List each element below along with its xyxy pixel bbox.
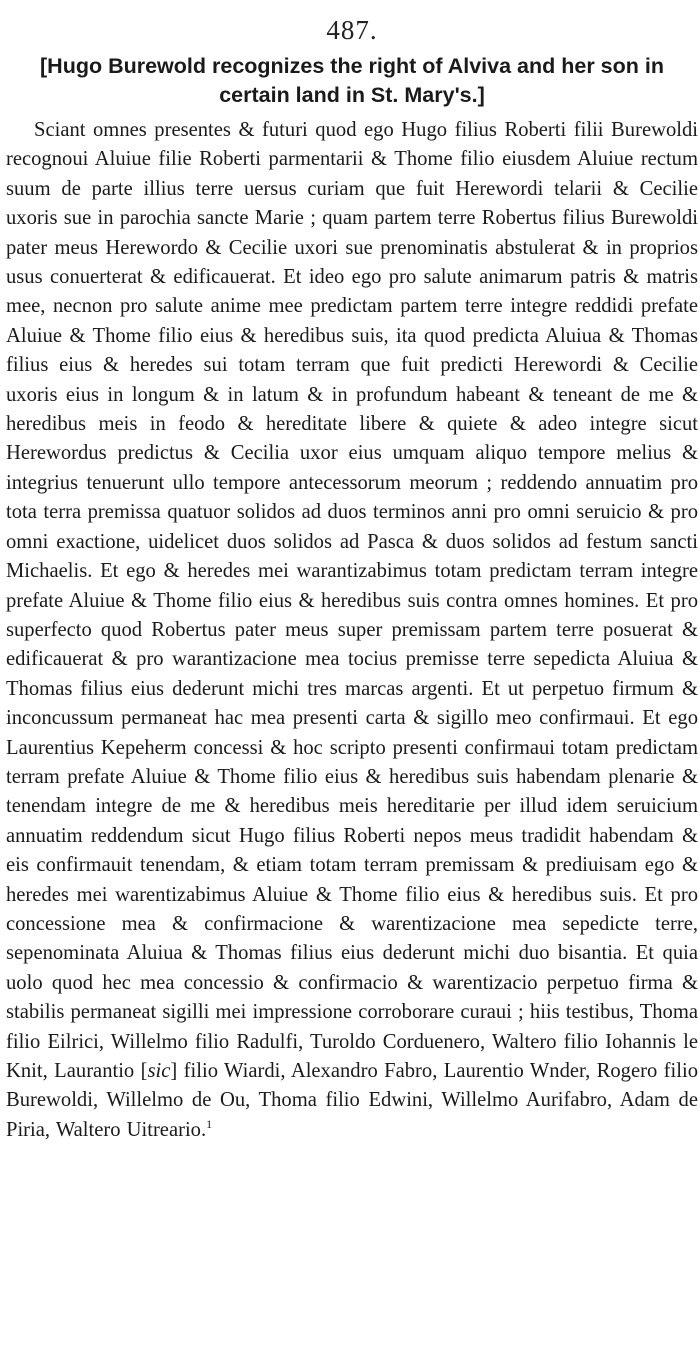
charter-text-part1: Sciant omnes presentes & futuri quod ego Hugo filius Roberti filii Burewoldi recognoui Aluiue filie Roberti parmentarii & Thome filio eiusdem Aluiue rectum suum de parte illius terre uersus curiam que fuit Herewordi telarii & Cecilie uxoris sue in parochia sancte Marie ; quam partem terre Robertus filius Burewoldi pater meus Herewordo & Cecilie uxori sue prenominatis abstulerat & in proprios usus conuerterat & edificauerat. Et ideo ego pro salute animarum patris & matris mee, necnon pro salute anime mee predictam partem terre integre reddidi prefate Aluiue & Thome filio eius & heredibus suis, ita quod predicta Aluiua & Thomas filius eius & heredes sui totam terram que fuit predicti Herewordi & Cecilie uxoris eius in longum & in latum & in profundum habeant & teneant de me & heredibus meis in feodo & hereditate libere & quiete & adeo integre sicut Herewordus predictus & Cecilia uxor eius umquam aliquo tempore melius & integrius tenuerunt ullo tempore antecessorum meorum ; reddendo annuatim pro tota terra premissa quatuor solidos ad duos terminos anni pro omni seruicio & pro omni exactione, uidelicet duos solidos ad Pasca & duos solidos ad festum sancti Michaelis. Et ego & heredes mei warantizabimus totam predictam terram integre prefate Aluiue & Thome filio eius & heredibus suis contra omnes homines. Et pro superfecto quod Robertus pater meus super premissam partem terre posuerat & edificauerat & pro warantizacione mea tocius premisse terre sepedicta Aluiua & Thomas filius eius dederunt michi tres marcas argenti. Et ut perpetuo firmum & inconcussum permaneat hac mea presenti carta & sigillo meo confirmaui. Et ego Laurentius Kepeherm concessi & hoc scripto presenti confirmaui totam predictam terram prefate Aluiue & Thome filio eius & heredibus suis habendam plenarie & tenendam integre de me & heredibus meis hereditarie per illud idem seruicium annuatim reddendum sicut Hugo filius Roberti nepos meus tradidit habendam & eis confirmauit tenendam, & etiam totam terram premissam & prediuisam ego & heredes mei warentizabimus Aluiue & Thome filio eius & heredibus suis. Et pro concessione mea & confirmacione & warentizacione mea sepedicte terre, sepenominata Aluiua & Thomas filius eius dederunt michi duo bisantia. Et quia uolo quod hec mea concessio & confirmacio & warentizacio perpetuo firma & stabilis permaneat sigilli mei impressione corroborare curaui ; hiis testibus, Thoma filio Eilrici, Willelmo filio Radulfi, Turoldo Corduenero, Waltero filio Iohannis le Knit, Laurantio [ [6, 119, 698, 1082]
page-number: 487. [326, 15, 378, 45]
charter-text-part2: ] filio Wiardi, Alexandro Fabro, Laurentio Wnder, Rogero filio Burewoldi, Willelmo de Ou, Thoma filio Edwini, Willelmo Aurifabro, Adam de Piria, Waltero Uitreario. [6, 1060, 699, 1141]
charter-heading: [Hugo Burewold recognizes the right of Alviva and her son in certain land in St. Mary's.] [40, 54, 664, 107]
sic-notation: sic [147, 1060, 171, 1082]
footnote-marker: 1 [206, 1116, 213, 1131]
charter-text [6, 116, 698, 1145]
